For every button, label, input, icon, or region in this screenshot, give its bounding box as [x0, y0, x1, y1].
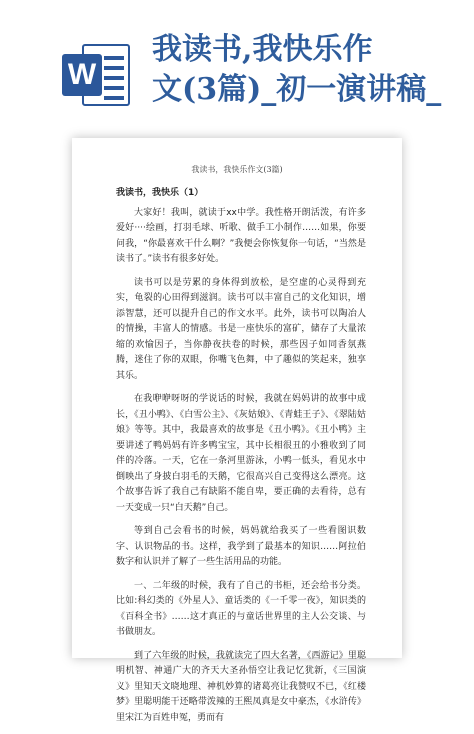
document-body	[116, 186, 366, 734]
header-banner	[0, 0, 474, 140]
paragraph: 读书可以是劳累的身体得到放松，是空虚的心灵得到充实，龟裂的心田得到滋润。读书可以丰富自己的文化知识，增添智慧，还可以提升自己的作文水平。此外，读书可以陶冶人的情操，丰富人的情感。书是一座快乐的富矿，储存了大量浓缩的欢愉因子，当你静夜扶卷的时候，那些因子如同香氛燕腾，迷住了你的双眼，你嘴飞色舞，中了趣似的笑起来，独享其乐。	[116, 277, 366, 381]
running-header: 我读书，我快乐作文(3篇)	[191, 165, 283, 174]
paragraph: 一、二年级的时候，我有了自己的书柜，还会给书分类。比如:科幻类的《外星人》、童话类的《一千零一夜》，知识类的《百科全书》……这才真正的与童话世界里的主人公交谈、与书做朋友。	[116, 580, 366, 637]
title-line-2: 文(3篇)_初一演讲稿_	[152, 72, 442, 107]
word-document-icon	[62, 40, 132, 110]
page-title	[152, 30, 472, 110]
document-preview	[72, 138, 402, 723]
paragraph: 等到自己会看书的时候，妈妈就给我买了一些看图识数字、认识物品的书。这样，我学到了最基本的知识……阿拉伯数字和认识并了解了一些生活用品的功能。	[116, 526, 366, 567]
paragraph: 大家好！我叫，就读于xx中学。我性格开朗活泼，有许多爱好····绘画，打羽毛球、听歌、做手工小制作……如果，你要问我，“你最喜欢干什么啊？”我便会你恢复你一句话，“当然是读书了。”读书有很多好处。	[116, 207, 366, 264]
word-badge: W	[62, 54, 102, 96]
title-line-1: 我读书,我快乐作	[152, 32, 373, 67]
paragraph: 到了六年级的时候，我就读完了四大名著，《西游记》里聪明机智、神通广大的齐天大圣孙悟空让我记忆犹新，《三国演义》里知天文晓地理、神机妙算的诸葛亮让我赞叹不已，《红楼梦》里聪明能干还略带泼辣的王熙凤真是女中豪杰，《水浒传》里宋江为百姓申冤，勇而有	[116, 650, 366, 723]
paragraph: 在我咿咿呀呀的学说话的时候，我就在妈妈讲的故事中成长，《丑小鸭》、《白雪公主》、《灰姑娘》、《青蛙王子》、《翠陆姑娘》等等。其中，我最喜欢的故事是《丑小鸭》。《丑小鸭》主要讲述了鸭妈妈有许多鸭宝宝，其中长相很丑的小雅收到了同伴的冷落。一天，它在一条河里游泳，小鸭一低头，看见水中倒映出了身披白羽毛的天鹅，它很高兴自己变得这么漂亮。这个故事告诉了我自己有缺陷不能自卑，要正确的去看待，总有一天变成一只“白天鹅”自己。	[116, 394, 366, 513]
section-heading: 我读书，我快乐（1）	[116, 188, 204, 198]
